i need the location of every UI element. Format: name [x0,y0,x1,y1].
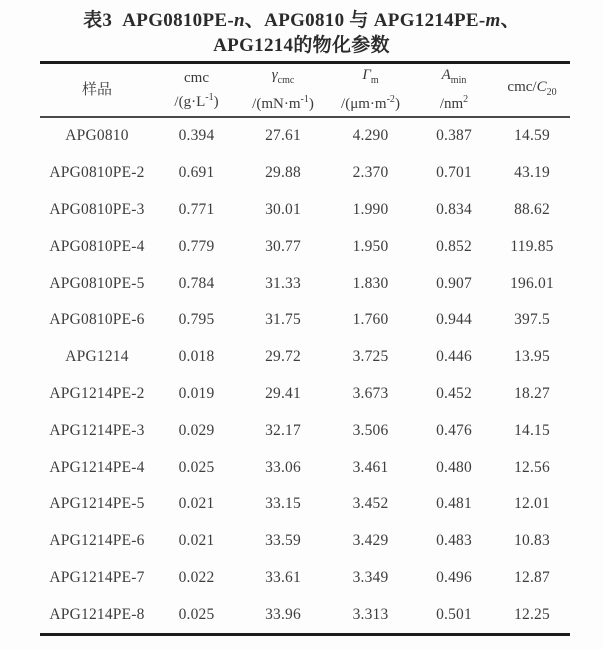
value-cell: 33.15 [265,495,301,513]
col-header-gamma-cmc: $\gamma_{cmc}$ $/(mN\cdot m^{-1})$ [252,67,314,112]
caption-line-1: 表3 APG0810PE-n、APG0810 与 APG1214PE-m、 [83,10,520,31]
sample-name-cell: APG1214PE-5 [49,495,145,513]
sample-name-cell: APG0810PE-4 [49,237,145,255]
value-cell: 0.481 [436,495,472,513]
value-cell: 12.25 [514,605,550,623]
value-cell: 0.021 [178,495,215,513]
value-cell: 196.01 [510,274,554,292]
value-cell: 0.483 [436,532,472,550]
value-cell: 0.834 [436,200,472,218]
value-cell: 29.72 [265,348,301,366]
sample-name-cell: APG1214PE-3 [49,421,145,439]
value-cell: 0.025 [178,605,215,623]
value-cell: 0.025 [178,458,215,476]
table-row [40,560,570,597]
value-cell: 0.944 [436,311,472,329]
value-cell: 33.61 [265,568,301,586]
value-cell: 27.61 [265,127,301,145]
value-cell: 3.725 [352,348,389,366]
physicochemical-parameters-table [40,61,570,636]
value-cell: 33.59 [265,532,301,550]
table-row [40,596,570,633]
col-header-cmc: cmc $/(g\cdot L^{-1})$ [174,69,219,110]
sample-name-cell: APG1214 [65,348,129,366]
value-cell: 33.96 [265,605,301,623]
value-cell: 0.476 [436,421,472,439]
value-cell: 14.59 [514,127,550,145]
value-cell: 3.452 [352,495,389,513]
sample-name-cell: APG0810PE-5 [49,274,145,292]
value-cell: 0.691 [178,164,215,182]
value-cell: 0.018 [178,348,215,366]
sample-name-cell: APG0810PE-6 [49,311,145,329]
value-cell: 0.779 [178,237,215,255]
table-row [40,376,570,413]
table-row [40,412,570,449]
value-cell: 0.795 [178,311,215,329]
value-cell: 2.370 [352,164,389,182]
value-cell: 31.33 [265,274,301,292]
value-cell: 0.019 [178,384,215,402]
value-cell: 30.01 [265,200,301,218]
table-row [40,449,570,486]
table-body [40,118,570,633]
value-cell: 31.75 [265,311,301,329]
value-cell: 12.87 [514,568,550,586]
value-cell: 0.021 [178,532,215,550]
bottom-rule [40,633,570,636]
col-header-a-min: $A_{min}$ $/nm^2$ [439,67,469,112]
table-row [40,302,570,339]
value-cell: 14.15 [514,421,550,439]
caption-line-2: APG1214的物化参数 [213,35,390,56]
value-cell: 3.673 [352,384,389,402]
value-cell: 3.506 [352,421,389,439]
value-cell: 1.760 [352,311,389,329]
table-row [40,118,570,155]
value-cell: 30.77 [265,237,301,255]
value-cell: 29.41 [265,384,301,402]
value-cell: 0.446 [436,348,472,366]
value-cell: 12.01 [514,495,550,513]
sample-name-cell: APG1214PE-7 [49,568,145,586]
value-cell: 0.394 [178,127,215,145]
value-cell: 0.907 [436,274,472,292]
value-cell: 0.501 [436,605,472,623]
value-cell: 10.83 [514,532,550,550]
sample-name-cell: APG0810 [65,127,129,145]
value-cell: 29.88 [265,164,301,182]
value-cell: 0.852 [436,237,472,255]
value-cell: 0.784 [178,274,215,292]
value-cell: 0.480 [436,458,472,476]
value-cell: 4.290 [352,127,389,145]
value-cell: 119.85 [510,237,554,255]
value-cell: 13.95 [514,348,550,366]
table-header-row [40,64,570,116]
sample-name-cell: APG1214PE-4 [49,458,145,476]
value-cell: 12.56 [514,458,550,476]
value-cell: 0.029 [178,421,215,439]
table-row [40,265,570,302]
value-cell: 0.022 [178,568,215,586]
value-cell: 18.27 [514,384,550,402]
value-cell: 0.452 [436,384,472,402]
sample-name-cell: APG1214PE-2 [49,384,145,402]
sample-name-cell: APG1214PE-6 [49,532,145,550]
col-header-cmc-over-c20: cmc/$C_{20}$ [507,79,557,98]
col-header-surface-excess: $\Gamma_m$ $/(\mu m\cdot m^{-2})$ [341,67,400,112]
value-cell: 3.313 [352,605,389,623]
value-cell: 3.429 [352,532,389,550]
value-cell: 32.17 [265,421,301,439]
value-cell: 33.06 [265,458,301,476]
value-cell: 3.461 [352,458,389,476]
value-cell: 1.950 [352,237,389,255]
table-row [40,339,570,376]
value-cell: 0.496 [436,568,472,586]
value-cell: 1.990 [352,200,389,218]
col-header-sample: 样品 [81,81,112,98]
sample-name-cell: APG0810PE-3 [49,200,145,218]
value-cell: 88.62 [514,200,550,218]
table-row [40,228,570,265]
table-row [40,192,570,229]
table-row [40,155,570,192]
value-cell: 0.701 [436,164,472,182]
table-row [40,486,570,523]
value-cell: 1.830 [352,274,389,292]
sample-name-cell: APG1214PE-8 [49,605,145,623]
table-caption [0,0,603,58]
value-cell: 3.349 [352,568,389,586]
value-cell: 397.5 [514,311,550,329]
value-cell: 0.387 [436,127,472,145]
value-cell: 0.771 [178,200,215,218]
table-row [40,523,570,560]
value-cell: 43.19 [514,164,550,182]
sample-name-cell: APG0810PE-2 [49,164,145,182]
